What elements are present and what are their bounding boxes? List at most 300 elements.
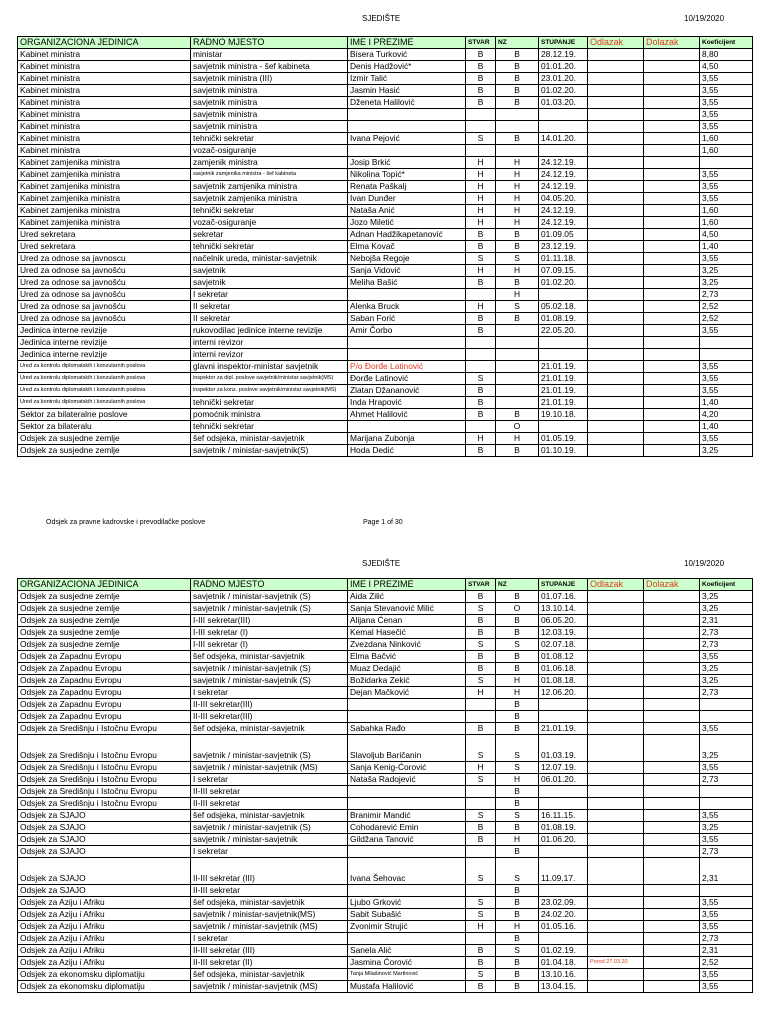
cell-org-unit: Odsjek za Aziju i Afriku bbox=[18, 945, 191, 957]
cell-nz: B bbox=[496, 969, 539, 981]
cell-start-date: 01.07.16. bbox=[539, 591, 588, 603]
cell-nz: O bbox=[496, 421, 539, 433]
cell-coefficient: 1,60 bbox=[700, 205, 753, 217]
cell-departure bbox=[588, 241, 644, 253]
cell-arrival bbox=[644, 301, 700, 313]
cell-stvar: B bbox=[466, 385, 496, 397]
cell-full-name: Nikolina Topić* bbox=[348, 169, 466, 181]
header-nz: NZ bbox=[496, 37, 539, 49]
header-arrival: Dolazak bbox=[644, 579, 700, 591]
cell-position: inspektor za konz. poslove savjetnik/ministar savjetnik(MS) bbox=[191, 385, 348, 397]
cell-coefficient: 3,55 bbox=[700, 85, 753, 97]
cell-position: sekretar bbox=[191, 229, 348, 241]
header-departure: Odlazak bbox=[588, 579, 644, 591]
cell-coefficient: 1,40 bbox=[700, 241, 753, 253]
cell-full-name: Nebojša Regoje bbox=[348, 253, 466, 265]
cell-coefficient: 3,55 bbox=[700, 253, 753, 265]
cell-start-date: 24.12.19. bbox=[539, 205, 588, 217]
cell-org-unit: Ured sekretara bbox=[18, 241, 191, 253]
cell-start-date: 05.02.18. bbox=[539, 301, 588, 313]
cell-departure bbox=[588, 73, 644, 85]
header-departure: Odlazak bbox=[588, 37, 644, 49]
cell-arrival bbox=[644, 277, 700, 289]
cell-full-name: Hoda Dedić bbox=[348, 445, 466, 457]
cell-position: savjetnik bbox=[191, 277, 348, 289]
cell-org-unit: Odsjek za Središnju i Istočnu Evropu bbox=[18, 735, 191, 762]
table-row bbox=[18, 73, 753, 85]
cell-start-date: 24.02.20. bbox=[539, 909, 588, 921]
cell-org-unit: Kabinet ministra bbox=[18, 133, 191, 145]
cell-org-unit: Kabinet ministra bbox=[18, 61, 191, 73]
cell-stvar: H bbox=[466, 301, 496, 313]
cell-nz: S bbox=[496, 945, 539, 957]
cell-departure bbox=[588, 933, 644, 945]
cell-start-date: 01.08.12 bbox=[539, 651, 588, 663]
cell-arrival bbox=[644, 397, 700, 409]
cell-nz: H bbox=[496, 774, 539, 786]
cell-stvar: H bbox=[466, 181, 496, 193]
cell-nz: B bbox=[496, 885, 539, 897]
cell-nz: H bbox=[496, 675, 539, 687]
cell-departure bbox=[588, 217, 644, 229]
cell-coefficient: 3,55 bbox=[700, 651, 753, 663]
cell-position: rukovodilac jedinice interne revizije bbox=[191, 325, 348, 337]
cell-nz bbox=[496, 361, 539, 373]
cell-stvar: S bbox=[466, 639, 496, 651]
cell-position: tehnički sekretar bbox=[191, 397, 348, 409]
cell-position: tehnički sekretar bbox=[191, 133, 348, 145]
cell-coefficient: 3,25 bbox=[700, 591, 753, 603]
cell-coefficient: 3,25 bbox=[700, 445, 753, 457]
cell-nz: B bbox=[496, 933, 539, 945]
cell-nz: B bbox=[496, 241, 539, 253]
cell-stvar: B bbox=[466, 723, 496, 735]
cell-org-unit: Ured za odnose sa javnošću bbox=[18, 289, 191, 301]
header-stvar: STVAR bbox=[466, 37, 496, 49]
cell-nz: B bbox=[496, 313, 539, 325]
cell-departure bbox=[588, 373, 644, 385]
cell-full-name: Jasmina Ćorović bbox=[348, 957, 466, 969]
cell-nz: O bbox=[496, 603, 539, 615]
table-row bbox=[18, 909, 753, 921]
cell-full-name: Sanja Kenig-Ćorović bbox=[348, 762, 466, 774]
table-row bbox=[18, 97, 753, 109]
cell-stvar: H bbox=[466, 687, 496, 699]
cell-full-name: Izmir Talić bbox=[348, 73, 466, 85]
cell-coefficient: 3,55 bbox=[700, 810, 753, 822]
cell-nz: B bbox=[496, 957, 539, 969]
cell-org-unit: Kabinet zamjenika ministra bbox=[18, 181, 191, 193]
cell-position: vozač-osiguranje bbox=[191, 145, 348, 157]
cell-coefficient: 3,55 bbox=[700, 897, 753, 909]
cell-departure bbox=[588, 49, 644, 61]
cell-full-name: Mustafa Halilović bbox=[348, 981, 466, 993]
cell-arrival bbox=[644, 981, 700, 993]
cell-org-unit: Ured za odnose sa javnošću bbox=[18, 301, 191, 313]
cell-coefficient: 4,50 bbox=[700, 61, 753, 73]
table-row bbox=[18, 49, 753, 61]
cell-departure bbox=[588, 921, 644, 933]
cell-position: savjetnik / ministar-savjetnik(S) bbox=[191, 445, 348, 457]
cell-departure bbox=[588, 603, 644, 615]
cell-org-unit: Jedinica interne revizije bbox=[18, 325, 191, 337]
cell-start-date: 01.06.18. bbox=[539, 663, 588, 675]
cell-full-name: Dejan Mačković bbox=[348, 687, 466, 699]
cell-position: savjetnik / ministar-savjetnik(MS) bbox=[191, 909, 348, 921]
cell-nz: H bbox=[496, 921, 539, 933]
cell-start-date: 14.01.20. bbox=[539, 133, 588, 145]
page1-title: SJEDIŠTE bbox=[362, 14, 401, 23]
cell-org-unit: Odsjek za SJAJO bbox=[18, 822, 191, 834]
cell-nz bbox=[496, 337, 539, 349]
cell-coefficient: 3,55 bbox=[700, 169, 753, 181]
cell-org-unit: Ured za kontrolu diplomatskih i konzularnih poslova bbox=[18, 385, 191, 397]
cell-departure bbox=[588, 433, 644, 445]
cell-nz bbox=[496, 121, 539, 133]
cell-arrival bbox=[644, 325, 700, 337]
table-row bbox=[18, 981, 753, 993]
cell-coefficient bbox=[700, 711, 753, 723]
table-row bbox=[18, 822, 753, 834]
cell-coefficient: 2,73 bbox=[700, 639, 753, 651]
cell-org-unit: Ured za kontrolu diplomatskih i konzularnih poslova bbox=[18, 373, 191, 385]
cell-nz bbox=[496, 325, 539, 337]
table-row bbox=[18, 762, 753, 774]
cell-full-name: Ahmet Halilović bbox=[348, 409, 466, 421]
cell-stvar bbox=[466, 699, 496, 711]
cell-arrival bbox=[644, 858, 700, 885]
header-stvar: STVAR bbox=[466, 579, 496, 591]
cell-departure bbox=[588, 61, 644, 73]
cell-nz: B bbox=[496, 61, 539, 73]
cell-start-date: 13.04.15. bbox=[539, 981, 588, 993]
cell-position: II-III sekretar (II) bbox=[191, 957, 348, 969]
cell-arrival bbox=[644, 313, 700, 325]
cell-org-unit: Ured za kontrolu diplomatskih i konzularnih poslova bbox=[18, 397, 191, 409]
cell-nz bbox=[496, 385, 539, 397]
cell-departure bbox=[588, 109, 644, 121]
cell-position: savjetnik ministra bbox=[191, 97, 348, 109]
cell-stvar: S bbox=[466, 810, 496, 822]
cell-start-date: 01.05.16. bbox=[539, 921, 588, 933]
cell-start-date: 01.11.18. bbox=[539, 253, 588, 265]
cell-coefficient: 8,80 bbox=[700, 49, 753, 61]
cell-stvar bbox=[466, 933, 496, 945]
cell-departure bbox=[588, 909, 644, 921]
table-row bbox=[18, 723, 753, 735]
cell-stvar: S bbox=[466, 133, 496, 145]
cell-departure bbox=[588, 205, 644, 217]
cell-position: savjetnik / ministar-savjetnik (MS) bbox=[191, 762, 348, 774]
cell-arrival bbox=[644, 897, 700, 909]
cell-stvar: S bbox=[466, 969, 496, 981]
cell-start-date: 21.01.19. bbox=[539, 373, 588, 385]
table-row bbox=[18, 301, 753, 313]
cell-full-name: Dženeta Halilović bbox=[348, 97, 466, 109]
cell-start-date bbox=[539, 885, 588, 897]
cell-org-unit: Odsjek za Središnju i Istočnu Evropu bbox=[18, 762, 191, 774]
cell-org-unit: Kabinet ministra bbox=[18, 145, 191, 157]
cell-coefficient: 3,55 bbox=[700, 921, 753, 933]
cell-position: šef odsjeka, ministar-savjetnik bbox=[191, 723, 348, 735]
cell-full-name: Muaz Dedajić bbox=[348, 663, 466, 675]
cell-departure bbox=[588, 810, 644, 822]
cell-nz: S bbox=[496, 810, 539, 822]
table-row bbox=[18, 687, 753, 699]
header-start-date: STUPANJE bbox=[539, 37, 588, 49]
cell-org-unit: Odsjek za Zapadnu Evropu bbox=[18, 687, 191, 699]
cell-coefficient: 1,40 bbox=[700, 421, 753, 433]
cell-nz: B bbox=[496, 409, 539, 421]
cell-stvar: S bbox=[466, 675, 496, 687]
cell-arrival bbox=[644, 409, 700, 421]
table-row bbox=[18, 627, 753, 639]
cell-position: pomoćnik ministra bbox=[191, 409, 348, 421]
table-row bbox=[18, 145, 753, 157]
table-row bbox=[18, 969, 753, 981]
cell-start-date bbox=[539, 933, 588, 945]
cell-start-date bbox=[539, 421, 588, 433]
cell-position: I-III sekretar (I) bbox=[191, 627, 348, 639]
cell-start-date: 01.08.19. bbox=[539, 822, 588, 834]
table-row bbox=[18, 639, 753, 651]
cell-start-date: 21.01.19. bbox=[539, 397, 588, 409]
cell-org-unit: Odsjek za Središnju i Istočnu Evropu bbox=[18, 786, 191, 798]
cell-coefficient: 2,31 bbox=[700, 858, 753, 885]
cell-arrival bbox=[644, 957, 700, 969]
cell-departure bbox=[588, 762, 644, 774]
cell-departure bbox=[588, 774, 644, 786]
cell-departure bbox=[588, 385, 644, 397]
cell-full-name bbox=[348, 337, 466, 349]
cell-org-unit: Odsjek za Zapadnu Evropu bbox=[18, 663, 191, 675]
table-row bbox=[18, 735, 753, 762]
cell-stvar: B bbox=[466, 61, 496, 73]
cell-position: načelnik ureda, ministar-savjetnik bbox=[191, 253, 348, 265]
cell-org-unit: Odsjek za ekonomsku diplomatiju bbox=[18, 981, 191, 993]
cell-arrival bbox=[644, 615, 700, 627]
cell-departure bbox=[588, 145, 644, 157]
cell-nz: S bbox=[496, 639, 539, 651]
cell-coefficient: 2,31 bbox=[700, 945, 753, 957]
cell-arrival bbox=[644, 97, 700, 109]
cell-nz: S bbox=[496, 735, 539, 762]
table-row bbox=[18, 85, 753, 97]
cell-start-date bbox=[539, 109, 588, 121]
cell-nz bbox=[496, 373, 539, 385]
cell-start-date bbox=[539, 289, 588, 301]
cell-nz: H bbox=[496, 433, 539, 445]
cell-stvar: B bbox=[466, 445, 496, 457]
cell-full-name: Nataša Radojević bbox=[348, 774, 466, 786]
cell-coefficient: 2,52 bbox=[700, 301, 753, 313]
cell-start-date: 23.02.09. bbox=[539, 897, 588, 909]
cell-coefficient: 3,55 bbox=[700, 121, 753, 133]
cell-position: savjetnik ministra bbox=[191, 121, 348, 133]
table-row bbox=[18, 229, 753, 241]
cell-departure bbox=[588, 169, 644, 181]
header-coefficient: Koeficijent bbox=[700, 579, 753, 591]
cell-nz: B bbox=[496, 615, 539, 627]
cell-arrival bbox=[644, 421, 700, 433]
cell-departure bbox=[588, 289, 644, 301]
cell-arrival bbox=[644, 73, 700, 85]
table-row bbox=[18, 217, 753, 229]
cell-departure bbox=[588, 897, 644, 909]
cell-full-name: Zvonimir Strujić bbox=[348, 921, 466, 933]
cell-stvar: H bbox=[466, 762, 496, 774]
cell-position: savjetnik ministra bbox=[191, 109, 348, 121]
cell-stvar bbox=[466, 798, 496, 810]
cell-departure bbox=[588, 121, 644, 133]
cell-full-name bbox=[348, 121, 466, 133]
header-full-name: IME I PREZIME bbox=[348, 37, 466, 49]
cell-start-date: 22.05.20. bbox=[539, 325, 588, 337]
cell-full-name: Marijana Zubonja bbox=[348, 433, 466, 445]
cell-org-unit: Odsjek za Aziju i Afriku bbox=[18, 909, 191, 921]
cell-arrival bbox=[644, 663, 700, 675]
cell-start-date: 12.06.20. bbox=[539, 687, 588, 699]
cell-position: II-III sekretar(III) bbox=[191, 699, 348, 711]
cell-coefficient: 3,55 bbox=[700, 325, 753, 337]
cell-arrival bbox=[644, 349, 700, 361]
cell-stvar: B bbox=[466, 957, 496, 969]
cell-full-name: Jasmin Hasić bbox=[348, 85, 466, 97]
cell-coefficient: 3,55 bbox=[700, 373, 753, 385]
cell-arrival bbox=[644, 711, 700, 723]
cell-coefficient: 1,40 bbox=[700, 397, 753, 409]
cell-full-name: Ljubo Grković bbox=[348, 897, 466, 909]
cell-position: I-III sekretar (I) bbox=[191, 639, 348, 651]
table-row bbox=[18, 885, 753, 897]
cell-departure bbox=[588, 97, 644, 109]
table-row bbox=[18, 325, 753, 337]
cell-coefficient: 3,25 bbox=[700, 822, 753, 834]
cell-org-unit: Odsjek za SJAJO bbox=[18, 885, 191, 897]
cell-full-name bbox=[348, 786, 466, 798]
table-row bbox=[18, 169, 753, 181]
cell-stvar: H bbox=[466, 265, 496, 277]
cell-coefficient: 3,55 bbox=[700, 909, 753, 921]
cell-org-unit: Kabinet zamjenika ministra bbox=[18, 205, 191, 217]
cell-start-date: 06.05.20. bbox=[539, 615, 588, 627]
cell-full-name: Denis Hadžović* bbox=[348, 61, 466, 73]
cell-arrival bbox=[644, 229, 700, 241]
cell-departure bbox=[588, 445, 644, 457]
header-row bbox=[18, 37, 753, 49]
cell-org-unit: Kabinet ministra bbox=[18, 121, 191, 133]
cell-position: I sekretar bbox=[191, 933, 348, 945]
cell-start-date: 06.01.20. bbox=[539, 774, 588, 786]
cell-org-unit: Odsjek za Središnju i Istočnu Evropu bbox=[18, 798, 191, 810]
cell-arrival bbox=[644, 627, 700, 639]
cell-coefficient: 3,55 bbox=[700, 433, 753, 445]
cell-departure: Porod 27.03.20. bbox=[588, 957, 644, 969]
table-row bbox=[18, 846, 753, 858]
cell-stvar: S bbox=[466, 858, 496, 885]
cell-departure bbox=[588, 846, 644, 858]
cell-full-name: Alenka Bruck bbox=[348, 301, 466, 313]
cell-position: savjetnik bbox=[191, 265, 348, 277]
cell-departure bbox=[588, 301, 644, 313]
cell-nz: B bbox=[496, 73, 539, 85]
cell-stvar: B bbox=[466, 313, 496, 325]
table-row bbox=[18, 205, 753, 217]
cell-position: šef odsjeka, ministar-savjetnik bbox=[191, 651, 348, 663]
cell-arrival bbox=[644, 145, 700, 157]
cell-full-name bbox=[348, 846, 466, 858]
cell-departure bbox=[588, 945, 644, 957]
cell-org-unit: Odsjek za Aziju i Afriku bbox=[18, 933, 191, 945]
cell-org-unit: Odsjek za Aziju i Afriku bbox=[18, 921, 191, 933]
cell-departure bbox=[588, 193, 644, 205]
cell-full-name: Ivana Pejović bbox=[348, 133, 466, 145]
cell-position: II-III sekretar (III) bbox=[191, 945, 348, 957]
cell-full-name: Saban Forić bbox=[348, 313, 466, 325]
cell-nz: B bbox=[496, 97, 539, 109]
cell-start-date: 01.02.20. bbox=[539, 277, 588, 289]
cell-org-unit: Sektor za bilateralu bbox=[18, 421, 191, 433]
cell-arrival bbox=[644, 945, 700, 957]
cell-start-date bbox=[539, 846, 588, 858]
cell-arrival bbox=[644, 774, 700, 786]
cell-stvar: B bbox=[466, 591, 496, 603]
cell-stvar: B bbox=[466, 651, 496, 663]
cell-arrival bbox=[644, 373, 700, 385]
cell-arrival bbox=[644, 603, 700, 615]
cell-coefficient: 4,50 bbox=[700, 229, 753, 241]
cell-departure bbox=[588, 858, 644, 885]
cell-position: savjetnik ministra (III) bbox=[191, 73, 348, 85]
cell-nz: B bbox=[496, 663, 539, 675]
cell-nz: B bbox=[496, 723, 539, 735]
cell-arrival bbox=[644, 385, 700, 397]
cell-start-date bbox=[539, 349, 588, 361]
cell-arrival bbox=[644, 49, 700, 61]
cell-org-unit: Jedinica interne revizije bbox=[18, 337, 191, 349]
cell-stvar: B bbox=[466, 97, 496, 109]
cell-arrival bbox=[644, 822, 700, 834]
cell-nz: B bbox=[496, 786, 539, 798]
cell-departure bbox=[588, 786, 644, 798]
table-row bbox=[18, 313, 753, 325]
table-row bbox=[18, 933, 753, 945]
page1-date: 10/19/2020 bbox=[684, 14, 725, 23]
cell-nz: B bbox=[496, 133, 539, 145]
cell-stvar: B bbox=[466, 229, 496, 241]
cell-full-name: Sanela Alić bbox=[348, 945, 466, 957]
cell-departure bbox=[588, 981, 644, 993]
cell-arrival bbox=[644, 241, 700, 253]
cell-org-unit: Kabinet zamjenika ministra bbox=[18, 193, 191, 205]
cell-departure bbox=[588, 181, 644, 193]
cell-arrival bbox=[644, 675, 700, 687]
table-row bbox=[18, 361, 753, 373]
cell-start-date: 01.05.19. bbox=[539, 433, 588, 445]
cell-full-name: Kemal Hasečić bbox=[348, 627, 466, 639]
cell-departure bbox=[588, 723, 644, 735]
cell-stvar bbox=[466, 289, 496, 301]
cell-org-unit: Odsjek za Zapadnu Evropu bbox=[18, 675, 191, 687]
header-row bbox=[18, 579, 753, 591]
table-row bbox=[18, 810, 753, 822]
cell-full-name bbox=[348, 798, 466, 810]
cell-position: savjetnik zamjenika ministra - šef kabineta bbox=[191, 169, 348, 181]
cell-nz: H bbox=[496, 217, 539, 229]
cell-arrival bbox=[644, 157, 700, 169]
cell-coefficient: 3,55 bbox=[700, 181, 753, 193]
cell-stvar bbox=[466, 846, 496, 858]
